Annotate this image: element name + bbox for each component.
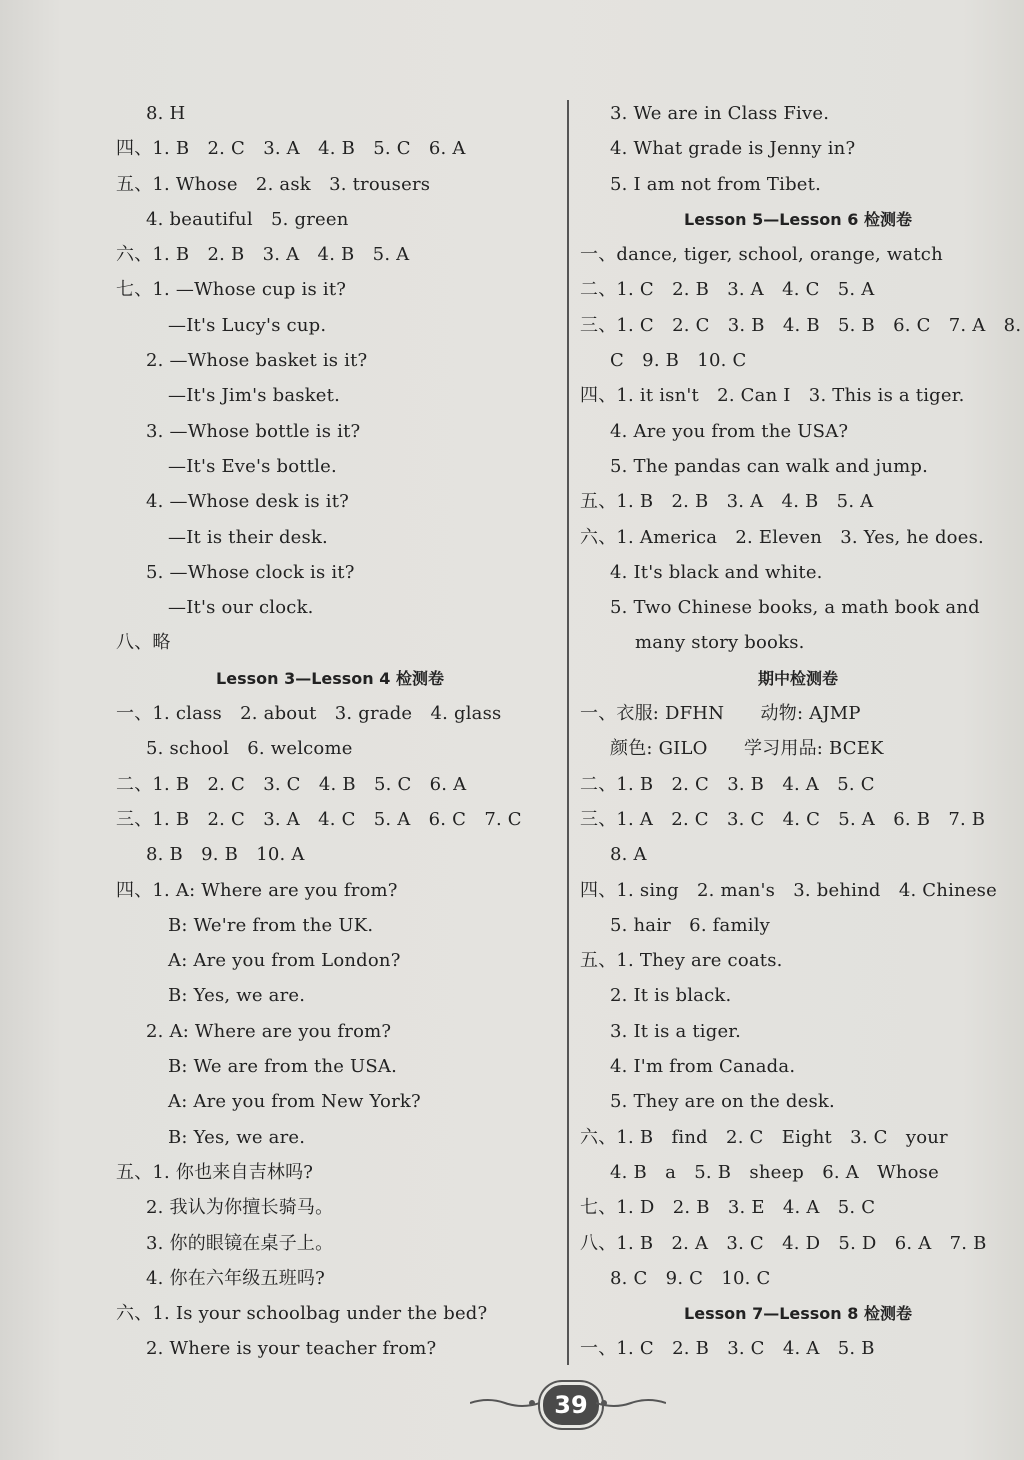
answer-line: C 9. B 10. C <box>610 350 747 372</box>
answer-line: 4. 你在六年级五班吗? <box>146 1267 325 1289</box>
answer-line: 5. school 6. welcome <box>146 738 353 760</box>
answer-line: 六、1. America 2. Eleven 3. Yes, he does. <box>580 526 984 548</box>
answer-line: 8. C 9. C 10. C <box>610 1267 771 1289</box>
section-heading: Lesson 7—Lesson 8 检测卷 <box>684 1304 912 1324</box>
answer-line: A: Are you from New York? <box>168 1091 421 1113</box>
answer-line: 一、dance, tiger, school, orange, watch <box>580 244 943 266</box>
answer-line: B: We are from the USA. <box>168 1056 398 1078</box>
answer-line: 2. It is black. <box>610 985 732 1007</box>
answer-line: 3. —Whose bottle is it? <box>146 420 361 442</box>
answer-line: 8. B 9. B 10. A <box>146 844 305 866</box>
answer-line: 4. I'm from Canada. <box>610 1056 796 1078</box>
answer-line: 六、1. B 2. B 3. A 4. B 5. A <box>116 244 410 266</box>
answer-line: 4. B a 5. B sheep 6. A Whose <box>610 1161 939 1183</box>
answer-line: 3. 你的眼镜在桌子上。 <box>146 1232 334 1254</box>
answer-line: 4. What grade is Jenny in? <box>610 138 856 160</box>
section-heading: 期中检测卷 <box>757 668 838 688</box>
answer-line: 2. —Whose basket is it? <box>146 350 368 372</box>
answer-line: B: We're from the UK. <box>168 914 374 936</box>
answer-line: 2. A: Where are you from? <box>146 1020 392 1042</box>
answer-line: 三、1. C 2. C 3. B 4. B 5. B 6. C 7. A 8. <box>580 314 1022 336</box>
answer-line: 2. Where is your teacher from? <box>146 1338 437 1360</box>
answer-line: 八、1. B 2. A 3. C 4. D 5. D 6. A 7. B <box>580 1232 987 1254</box>
answer-line: 5. Two Chinese books, a math book and <box>610 597 980 619</box>
answer-line: 5. I am not from Tibet. <box>610 173 822 195</box>
answer-line: 一、1. class 2. about 3. grade 4. glass <box>116 703 502 725</box>
answer-line: 颜色: GILO 学习用品: BCEK <box>610 738 884 760</box>
answer-line: 5. hair 6. family <box>610 914 771 936</box>
page-number-badge: 39 <box>540 1382 602 1428</box>
answer-line: 3. It is a tiger. <box>610 1020 742 1042</box>
answer-line: 2. 我认为你擅长骑马。 <box>146 1197 334 1219</box>
answer-line: 4. It's black and white. <box>610 561 823 583</box>
answer-line: 二、1. B 2. C 3. C 4. B 5. C 6. A <box>116 773 467 795</box>
answer-line: 五、1. 你也来自吉林吗? <box>116 1161 314 1183</box>
answer-line: —It is their desk. <box>168 526 328 548</box>
answer-line: 一、衣服: DFHN 动物: AJMP <box>580 703 861 725</box>
answer-line: 5. They are on the desk. <box>610 1091 835 1113</box>
answer-line: 4. —Whose desk is it? <box>146 491 350 513</box>
answer-line: —It's our clock. <box>168 597 314 619</box>
answer-line: —It's Jim's basket. <box>168 385 341 407</box>
answer-line: 8. H <box>146 103 186 124</box>
answer-line: B: Yes, we are. <box>168 1126 306 1148</box>
answer-line: 5. The pandas can walk and jump. <box>610 455 929 477</box>
answer-line: 五、1. Whose 2. ask 3. trousers <box>116 173 431 195</box>
answer-line: 五、1. They are coats. <box>580 950 783 972</box>
answer-line: A: Are you from London? <box>168 950 401 972</box>
answer-line: 四、1. B 2. C 3. A 4. B 5. C 6. A <box>116 138 466 160</box>
answer-line: 二、1. C 2. B 3. A 4. C 5. A <box>580 279 875 301</box>
answer-line: 4. Are you from the USA? <box>610 420 849 442</box>
answer-line: 五、1. B 2. B 3. A 4. B 5. A <box>580 491 874 513</box>
section-heading: Lesson 5—Lesson 6 检测卷 <box>684 209 912 229</box>
answer-line: 二、1. B 2. C 3. B 4. A 5. C <box>580 773 875 795</box>
answer-line: —It's Lucy's cup. <box>168 314 327 336</box>
left-column <box>110 96 550 1367</box>
page-footer <box>0 1382 1024 1426</box>
answer-line: 六、1. B find 2. C Eight 3. C your <box>580 1126 948 1148</box>
answer-line: 四、1. sing 2. man's 3. behind 4. Chinese <box>580 879 997 901</box>
answer-line: 七、1. D 2. B 3. E 4. A 5. C <box>580 1197 876 1219</box>
ornament-right-icon <box>596 1396 666 1410</box>
answer-line: —It's Eve's bottle. <box>168 455 337 477</box>
right-column <box>578 96 1022 1367</box>
answer-line: 七、1. —Whose cup is it? <box>116 279 347 301</box>
answer-line: many story books. <box>635 632 805 654</box>
answer-line: 8. A <box>610 844 647 866</box>
answer-line: B: Yes, we are. <box>168 985 306 1007</box>
answer-line: 一、1. C 2. B 3. C 4. A 5. B <box>580 1338 875 1360</box>
answer-line: 八、略 <box>116 632 171 654</box>
answer-line: 三、1. A 2. C 3. C 4. C 5. A 6. B 7. B <box>580 808 986 830</box>
answer-line: 四、1. it isn't 2. Can I 3. This is a tiger. <box>580 385 965 407</box>
answer-line: 四、1. A: Where are you from? <box>116 879 398 901</box>
answer-line: 4. beautiful 5. green <box>146 208 349 230</box>
answer-line: 六、1. Is your schoolbag under the bed? <box>116 1303 488 1325</box>
section-heading: Lesson 3—Lesson 4 检测卷 <box>216 668 444 688</box>
ornament-left-icon <box>470 1396 540 1410</box>
answer-line: 5. —Whose clock is it? <box>146 561 355 583</box>
answer-line: 三、1. B 2. C 3. A 4. C 5. A 6. C 7. C <box>116 808 522 830</box>
column-divider <box>567 100 569 1365</box>
answer-line: 3. We are in Class Five. <box>610 103 830 124</box>
